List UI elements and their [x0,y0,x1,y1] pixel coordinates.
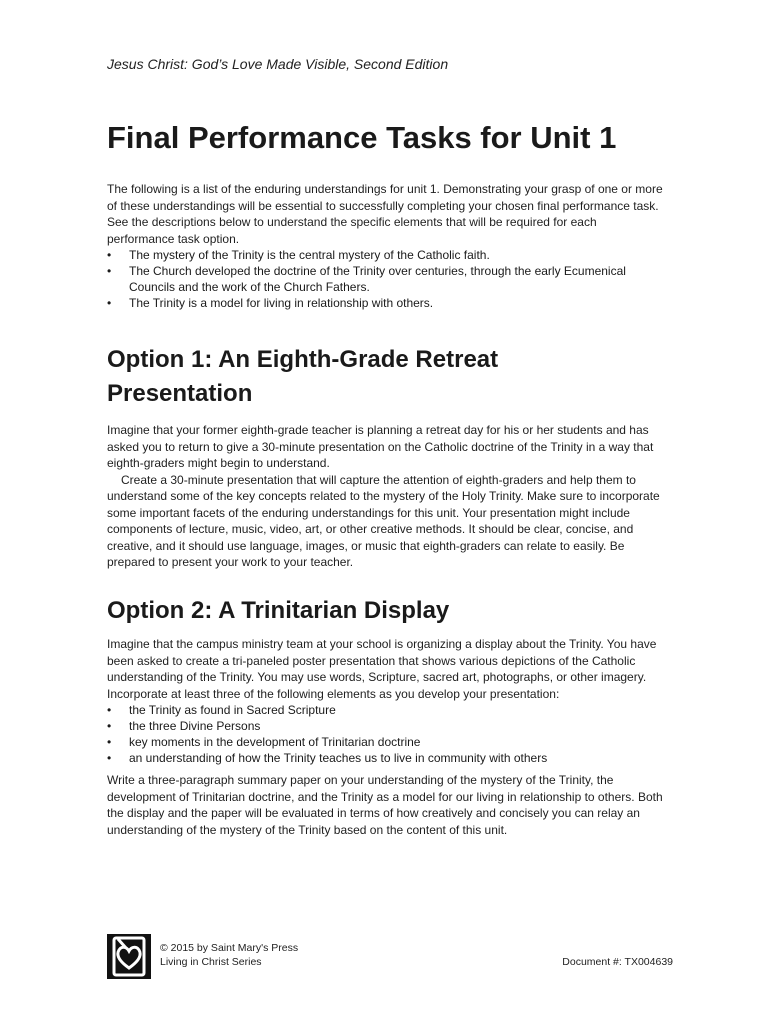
option-2-heading: Option 2: A Trinitarian Display [107,597,450,624]
list-item: • The mystery of the Trinity is the central mystery of the Catholic faith. [107,247,667,263]
enduring-understandings-list [107,247,667,311]
footer-credits [160,941,298,969]
page-footer [107,934,673,984]
document-number: Document #: TX004639 [562,956,673,968]
option-1-paragraph-2: Create a 30-minute presentation that will capture the attention of eighth-graders and help them to understand some of the key concepts related to the mystery of the Holy Trinity. Make sure to incorporate some important facets of the enduring understandings for this unit. Your presentation might include components of lecture, music, video, art, or other creative methods. It should be clear, concise, and creative, and it should use language, images, or music that eighth-graders can relate to easily. Be prepared to present your work to your teacher. [107,472,660,569]
list-item: • the Trinity as found in Sacred Scripture [107,702,667,718]
series-text: Living in Christ Series [160,956,262,968]
option-1-section [107,343,667,571]
list-item: • The Trinity is a model for living in relationship with others. [107,295,667,311]
list-item: • the three Divine Persons [107,718,667,734]
list-item: • key moments in the development of Trinitarian doctrine [107,734,667,750]
page-title: Final Performance Tasks for Unit 1 [107,120,617,155]
option-2-section [107,594,667,838]
option-1-heading: Option 1: An Eighth-Grade Retreat Presentation [107,346,499,407]
intro-section [107,181,667,311]
list-item: • The Church developed the doctrine of the Trinity over centuries, through the early Ecumenical Councils and the work of the Church Fathers. [107,263,667,295]
option-2-elements-list [107,702,667,766]
option-2-paragraph-1: Imagine that the campus ministry team at your school is organizing a display about the Trinity. You have been asked to create a tri-paneled poster presentation that shows various depictions of the Catholic understanding of the Trinity. You may use words, Scripture, sacred art, photographs, or other imagery. Incorporate at least three of the following elements as you develop your presentation: [107,637,657,701]
option-2-paragraph-2: Write a three-paragraph summary paper on your understanding of the mystery of the Trinity, the development of Trinitarian doctrine, and the Trinity as a model for our living in relationship to others. Both the display and the paper will be evaluated in terms of how creatively and concisely you can relay an understanding of the mystery of the Trinity based on the content of this unit. [107,773,663,837]
running-header: Jesus Christ: God’s Love Made Visible, Second Edition [107,56,449,72]
saint-marys-press-logo-icon [107,934,151,979]
option-1-paragraph-1: Imagine that your former eighth-grade teacher is planning a retreat day for his or her students and has asked you to return to give a 30-minute presentation on the Catholic doctrine of the Trinity in a way that eighth-graders might begin to understand. [107,423,654,470]
list-item: • an understanding of how the Trinity teaches us to live in community with others [107,750,667,766]
copyright-text: © 2015 by Saint Mary's Press [160,942,299,954]
intro-paragraph: The following is a list of the enduring understandings for unit 1. Demonstrating your grasp of one or more of these understandings will be essential to successfully completing your chosen final performance task. See the descriptions below to understand the specific elements that will be required for each performance task option. [107,182,663,246]
